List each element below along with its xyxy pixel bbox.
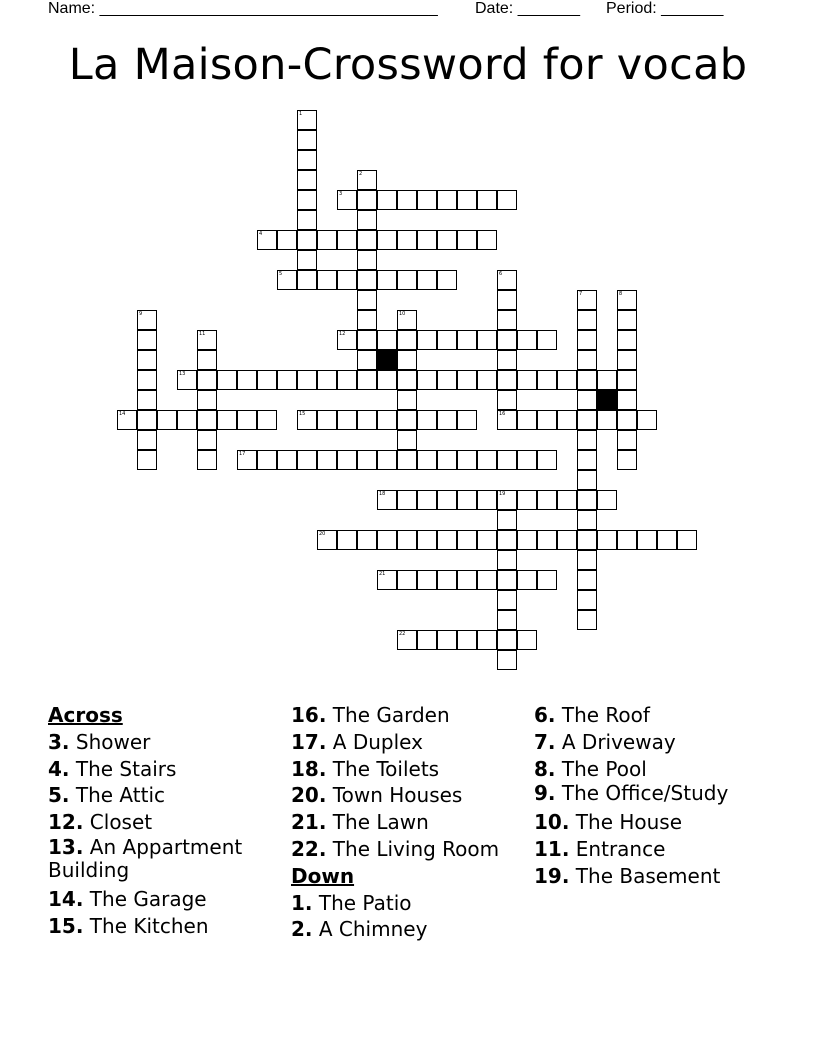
grid-cell[interactable] xyxy=(517,370,537,390)
grid-cell[interactable] xyxy=(377,410,397,430)
grid-cell[interactable] xyxy=(497,270,517,290)
grid-cell[interactable] xyxy=(297,370,317,390)
grid-cell[interactable] xyxy=(357,270,377,290)
grid-cell[interactable] xyxy=(417,230,437,250)
cell-number: 14 xyxy=(119,411,126,417)
grid-cell[interactable] xyxy=(577,470,597,490)
grid-cell[interactable] xyxy=(357,310,377,330)
grid-cell[interactable] xyxy=(397,450,417,470)
blocked-cell xyxy=(597,390,617,410)
clues-column-1 xyxy=(48,702,278,940)
grid-cell[interactable] xyxy=(397,190,417,210)
grid-cell[interactable] xyxy=(277,230,297,250)
grid-cell[interactable] xyxy=(337,450,357,470)
grid-cell[interactable] xyxy=(637,530,657,550)
grid-cell[interactable] xyxy=(317,270,337,290)
grid-cell[interactable] xyxy=(397,410,417,430)
grid-cell[interactable] xyxy=(437,270,457,290)
grid-cell[interactable] xyxy=(317,230,337,250)
grid-cell[interactable] xyxy=(397,330,417,350)
grid-cell[interactable] xyxy=(377,530,397,550)
cell-number: 17 xyxy=(239,451,246,457)
grid-cell[interactable] xyxy=(417,530,437,550)
grid-cell[interactable] xyxy=(497,630,517,650)
cell-number: 21 xyxy=(379,571,386,577)
clue-across-16: 16. The Garden xyxy=(291,703,450,727)
grid-cell[interactable] xyxy=(197,410,217,430)
grid-cell[interactable] xyxy=(137,350,157,370)
grid-cell[interactable] xyxy=(437,370,457,390)
date-field-label: Date: _______ xyxy=(475,0,580,17)
clues-column-2 xyxy=(291,702,531,943)
grid-cell[interactable] xyxy=(517,630,537,650)
clue-down-11: 11. Entrance xyxy=(534,837,666,862)
grid-cell[interactable] xyxy=(577,530,597,550)
grid-cell[interactable] xyxy=(577,570,597,590)
grid-cell[interactable] xyxy=(537,370,557,390)
grid-cell[interactable] xyxy=(297,270,317,290)
grid-cell[interactable] xyxy=(617,370,637,390)
grid-cell[interactable] xyxy=(117,410,137,430)
cell-number: 19 xyxy=(499,491,506,497)
grid-cell[interactable] xyxy=(417,270,437,290)
grid-cell[interactable] xyxy=(357,350,377,370)
grid-cell[interactable] xyxy=(577,290,597,310)
clue-across-5: 5. The Attic xyxy=(48,783,165,808)
grid-cell[interactable] xyxy=(237,450,257,470)
grid-cell[interactable] xyxy=(557,410,577,430)
grid-cell[interactable] xyxy=(137,310,157,330)
clue-across-12: 12. Closet xyxy=(48,810,153,835)
clue-across-17: 17. A Duplex xyxy=(291,729,423,754)
clue-across-21: 21. The Lawn xyxy=(291,810,429,835)
grid-cell[interactable] xyxy=(417,190,437,210)
grid-cell[interactable] xyxy=(397,310,417,330)
grid-cell[interactable] xyxy=(397,570,417,590)
grid-cell[interactable] xyxy=(297,250,317,270)
grid-cell[interactable] xyxy=(337,530,357,550)
clue-down-6: 6. The Roof xyxy=(534,703,650,727)
cell-number: 10 xyxy=(399,311,406,317)
grid-cell[interactable] xyxy=(397,230,417,250)
blocked-cell xyxy=(377,350,397,370)
grid-cell[interactable] xyxy=(137,450,157,470)
grid-cell[interactable] xyxy=(497,370,517,390)
grid-cell[interactable] xyxy=(297,150,317,170)
grid-cell[interactable] xyxy=(657,530,677,550)
grid-cell[interactable] xyxy=(437,450,457,470)
grid-cell[interactable] xyxy=(257,410,277,430)
grid-cell[interactable] xyxy=(277,450,297,470)
cell-number: 18 xyxy=(379,491,386,497)
cell-number: 9 xyxy=(139,311,143,317)
grid-cell[interactable] xyxy=(437,630,457,650)
grid-cell[interactable] xyxy=(177,370,197,390)
grid-cell[interactable] xyxy=(617,310,637,330)
cell-number: 13 xyxy=(179,371,186,377)
grid-cell[interactable] xyxy=(277,270,297,290)
grid-cell[interactable] xyxy=(617,530,637,550)
grid-cell[interactable] xyxy=(577,550,597,570)
cell-number: 5 xyxy=(279,271,283,277)
grid-cell[interactable] xyxy=(297,110,317,130)
grid-cell[interactable] xyxy=(137,390,157,410)
grid-cell[interactable] xyxy=(297,190,317,210)
grid-cell[interactable] xyxy=(577,390,597,410)
grid-cell[interactable] xyxy=(617,410,637,430)
grid-cell[interactable] xyxy=(377,330,397,350)
grid-cell[interactable] xyxy=(517,570,537,590)
clue-across-15: 15. The Kitchen xyxy=(48,913,209,938)
grid-cell[interactable] xyxy=(317,450,337,470)
cell-number: 15 xyxy=(299,411,306,417)
cell-number: 12 xyxy=(339,331,346,337)
grid-cell[interactable] xyxy=(297,410,317,430)
clue-down-19: 19. The Basement xyxy=(534,863,721,888)
grid-cell[interactable] xyxy=(397,630,417,650)
cell-number: 3 xyxy=(339,191,343,197)
grid-cell[interactable] xyxy=(617,450,637,470)
cell-number: 7 xyxy=(579,291,583,297)
grid-cell[interactable] xyxy=(237,370,257,390)
grid-cell[interactable] xyxy=(397,350,417,370)
grid-cell[interactable] xyxy=(437,530,457,550)
clue-across-14: 14. The Garage xyxy=(48,886,207,911)
grid-cell[interactable] xyxy=(537,410,557,430)
grid-cell[interactable] xyxy=(577,430,597,450)
grid-cell[interactable] xyxy=(377,570,397,590)
grid-cell[interactable] xyxy=(537,570,557,590)
grid-cell[interactable] xyxy=(177,410,197,430)
grid-cell[interactable] xyxy=(477,330,497,350)
grid-cell[interactable] xyxy=(337,270,357,290)
grid-cell[interactable] xyxy=(437,190,457,210)
grid-cell[interactable] xyxy=(357,230,377,250)
grid-cell[interactable] xyxy=(477,530,497,550)
down-header: Down xyxy=(291,863,355,888)
grid-cell[interactable] xyxy=(197,450,217,470)
grid-cell[interactable] xyxy=(537,450,557,470)
grid-cell[interactable] xyxy=(497,190,517,210)
clue-down-10: 10. The House xyxy=(534,810,683,835)
grid-cell[interactable] xyxy=(197,330,217,350)
grid-cell[interactable] xyxy=(457,330,477,350)
grid-cell[interactable] xyxy=(497,450,517,470)
grid-cell[interactable] xyxy=(357,410,377,430)
cell-number: 6 xyxy=(499,271,503,277)
grid-cell[interactable] xyxy=(397,390,417,410)
grid-cell[interactable] xyxy=(457,410,477,430)
clue-across-22: 22. The Living Room xyxy=(291,836,500,861)
grid-cell[interactable] xyxy=(297,210,317,230)
page-title: La Maison-Crossword for vocab xyxy=(68,40,748,90)
grid-cell[interactable] xyxy=(577,490,597,510)
grid-cell[interactable] xyxy=(417,330,437,350)
cell-number: 22 xyxy=(399,631,406,637)
name-field-label: Name: ______________________________________ xyxy=(48,0,438,17)
grid-cell[interactable] xyxy=(677,530,697,550)
clue-down-7: 7. A Driveway xyxy=(534,729,676,754)
grid-cell[interactable] xyxy=(457,630,477,650)
grid-cell[interactable] xyxy=(337,410,357,430)
grid-cell[interactable] xyxy=(137,430,157,450)
grid-cell[interactable] xyxy=(377,270,397,290)
grid-cell[interactable] xyxy=(317,370,337,390)
grid-cell[interactable] xyxy=(357,330,377,350)
clue-down-8: 8. The Pool xyxy=(534,756,647,781)
grid-cell[interactable] xyxy=(517,410,537,430)
grid-cell[interactable] xyxy=(497,530,517,550)
grid-cell[interactable] xyxy=(497,310,517,330)
grid-cell[interactable] xyxy=(417,630,437,650)
cell-number: 16 xyxy=(499,411,506,417)
grid-cell[interactable] xyxy=(617,430,637,450)
cell-number: 8 xyxy=(619,291,623,297)
clue-across-3: 3. Shower xyxy=(48,729,151,754)
grid-cell[interactable] xyxy=(457,370,477,390)
grid-cell[interactable] xyxy=(617,330,637,350)
grid-cell[interactable] xyxy=(477,490,497,510)
clue-down-9: 9. The Office/Study xyxy=(534,781,729,806)
grid-cell[interactable] xyxy=(577,450,597,470)
grid-cell[interactable] xyxy=(517,530,537,550)
grid-cell[interactable] xyxy=(337,370,357,390)
grid-cell[interactable] xyxy=(497,510,517,530)
grid-cell[interactable] xyxy=(277,370,297,390)
grid-cell[interactable] xyxy=(257,230,277,250)
grid-cell[interactable] xyxy=(517,330,537,350)
cell-number: 1 xyxy=(299,111,303,117)
grid-cell[interactable] xyxy=(577,350,597,370)
grid-cell[interactable] xyxy=(597,490,617,510)
grid-cell[interactable] xyxy=(157,410,177,430)
across-header: Across xyxy=(48,703,123,727)
grid-cell[interactable] xyxy=(297,450,317,470)
grid-cell[interactable] xyxy=(377,190,397,210)
grid-cell[interactable] xyxy=(357,170,377,190)
cell-number: 11 xyxy=(199,331,206,337)
grid-cell[interactable] xyxy=(457,530,477,550)
grid-cell[interactable] xyxy=(497,390,517,410)
grid-cell[interactable] xyxy=(357,250,377,270)
grid-cell[interactable] xyxy=(437,570,457,590)
clue-across-4: 4. The Stairs xyxy=(48,756,177,781)
grid-cell[interactable] xyxy=(197,350,217,370)
grid-cell[interactable] xyxy=(437,410,457,430)
grid-cell[interactable] xyxy=(557,490,577,510)
grid-cell[interactable] xyxy=(357,210,377,230)
grid-cell[interactable] xyxy=(437,230,457,250)
grid-cell[interactable] xyxy=(257,370,277,390)
grid-cell[interactable] xyxy=(337,230,357,250)
grid-cell[interactable] xyxy=(477,190,497,210)
grid-cell[interactable] xyxy=(357,190,377,210)
grid-cell[interactable] xyxy=(497,610,517,630)
grid-cell[interactable] xyxy=(257,450,277,470)
grid-cell[interactable] xyxy=(217,370,237,390)
grid-cell[interactable] xyxy=(437,330,457,350)
grid-cell[interactable] xyxy=(637,410,657,430)
grid-cell[interactable] xyxy=(497,650,517,670)
grid-cell[interactable] xyxy=(397,370,417,390)
grid-cell[interactable] xyxy=(337,190,357,210)
grid-cell[interactable] xyxy=(497,570,517,590)
clue-across-20: 20. Town Houses xyxy=(291,783,463,808)
grid-cell[interactable] xyxy=(237,410,257,430)
grid-cell[interactable] xyxy=(417,410,437,430)
grid-cell[interactable] xyxy=(437,490,457,510)
grid-cell[interactable] xyxy=(497,490,517,510)
grid-cell[interactable] xyxy=(357,530,377,550)
grid-cell[interactable] xyxy=(397,530,417,550)
grid-cell[interactable] xyxy=(397,490,417,510)
grid-cell[interactable] xyxy=(557,530,577,550)
grid-cell[interactable] xyxy=(537,330,557,350)
grid-cell[interactable] xyxy=(577,590,597,610)
grid-cell[interactable] xyxy=(537,490,557,510)
grid-cell[interactable] xyxy=(377,450,397,470)
grid-cell[interactable] xyxy=(197,370,217,390)
grid-cell[interactable] xyxy=(197,430,217,450)
cell-number: 4 xyxy=(259,231,263,237)
period-field-label: Period: _______ xyxy=(606,0,724,17)
grid-cell[interactable] xyxy=(497,290,517,310)
grid-cell[interactable] xyxy=(577,330,597,350)
grid-cell[interactable] xyxy=(417,490,437,510)
grid-cell[interactable] xyxy=(597,530,617,550)
grid-cell[interactable] xyxy=(357,370,377,390)
grid-cell[interactable] xyxy=(497,410,517,430)
clue-down-2: 2. A Chimney xyxy=(291,917,428,942)
grid-cell[interactable] xyxy=(457,450,477,470)
grid-cell[interactable] xyxy=(497,550,517,570)
grid-cell[interactable] xyxy=(457,230,477,250)
grid-cell[interactable] xyxy=(417,370,437,390)
grid-cell[interactable] xyxy=(537,530,557,550)
grid-cell[interactable] xyxy=(137,330,157,350)
grid-cell[interactable] xyxy=(217,410,237,430)
clue-across-13: 13. An Appartment Building xyxy=(48,834,243,882)
grid-cell[interactable] xyxy=(297,170,317,190)
grid-cell[interactable] xyxy=(617,390,637,410)
grid-cell[interactable] xyxy=(497,590,517,610)
grid-cell[interactable] xyxy=(377,370,397,390)
grid-cell[interactable] xyxy=(557,370,577,390)
cell-number: 2 xyxy=(359,171,363,177)
grid-cell[interactable] xyxy=(497,330,517,350)
grid-cell[interactable] xyxy=(517,450,537,470)
grid-cell[interactable] xyxy=(457,190,477,210)
grid-cell[interactable] xyxy=(457,490,477,510)
grid-cell[interactable] xyxy=(617,290,637,310)
grid-cell[interactable] xyxy=(397,430,417,450)
grid-cell[interactable] xyxy=(477,630,497,650)
clue-down-1: 1. The Patio xyxy=(291,890,412,915)
clues-column-3 xyxy=(534,702,734,890)
grid-cell[interactable] xyxy=(357,290,377,310)
grid-cell[interactable] xyxy=(577,370,597,390)
grid-cell[interactable] xyxy=(577,510,597,530)
grid-cell[interactable] xyxy=(477,450,497,470)
grid-cell[interactable] xyxy=(397,270,417,290)
grid-cell[interactable] xyxy=(497,350,517,370)
clue-across-18: 18. The Toilets xyxy=(291,756,440,781)
grid-cell[interactable] xyxy=(477,570,497,590)
grid-cell[interactable] xyxy=(577,310,597,330)
cell-number: 20 xyxy=(319,531,326,537)
grid-cell[interactable] xyxy=(597,370,617,390)
grid-cell[interactable] xyxy=(317,410,337,430)
grid-cell[interactable] xyxy=(417,450,437,470)
grid-cell[interactable] xyxy=(137,370,157,390)
grid-cell[interactable] xyxy=(317,530,337,550)
grid-cell[interactable] xyxy=(297,230,317,250)
grid-cell[interactable] xyxy=(477,370,497,390)
grid-cell[interactable] xyxy=(377,230,397,250)
grid-cell[interactable] xyxy=(377,490,397,510)
grid-cell[interactable] xyxy=(457,570,477,590)
grid-cell[interactable] xyxy=(417,570,437,590)
grid-cell[interactable] xyxy=(577,610,597,630)
grid-cell[interactable] xyxy=(517,490,537,510)
grid-cell[interactable] xyxy=(197,390,217,410)
grid-cell[interactable] xyxy=(597,410,617,430)
grid-cell[interactable] xyxy=(137,410,157,430)
grid-cell[interactable] xyxy=(337,330,357,350)
grid-cell[interactable] xyxy=(477,230,497,250)
grid-cell[interactable] xyxy=(357,450,377,470)
grid-cell[interactable] xyxy=(297,130,317,150)
grid-cell[interactable] xyxy=(617,350,637,370)
grid-cell[interactable] xyxy=(577,410,597,430)
